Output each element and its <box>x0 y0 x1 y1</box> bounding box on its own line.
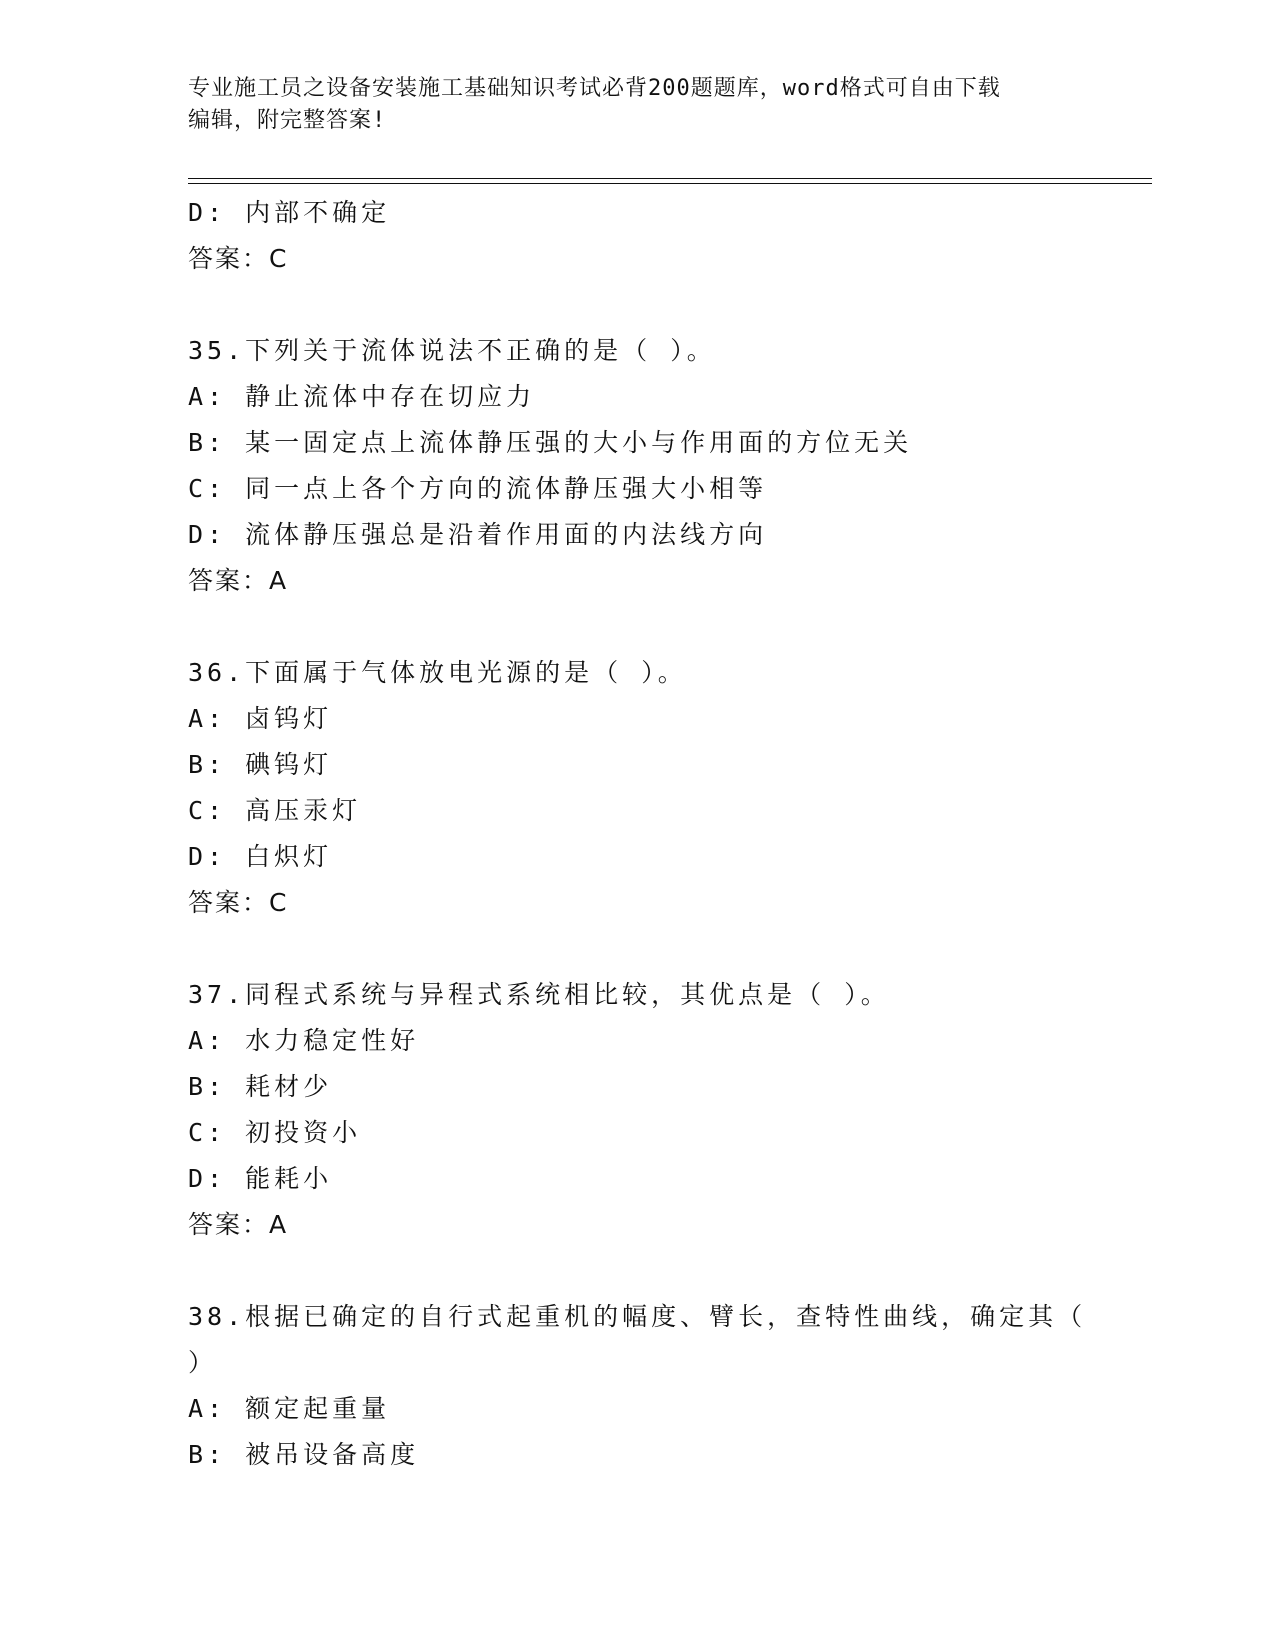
answer: 答案：A <box>188 566 289 595</box>
header-divider-top <box>188 178 1152 179</box>
previous-answer: 答案：C <box>188 244 289 273</box>
option-b: B: 某一固定点上流体静压强的大小与作用面的方位无关 <box>188 428 913 457</box>
question-stem: 35.下列关于流体说法不正确的是（ ）。 <box>188 336 716 365</box>
answer: 答案：A <box>188 1210 289 1239</box>
question-36 <box>188 650 1088 926</box>
question-37 <box>188 972 1088 1248</box>
option-d: D: 能耗小 <box>188 1164 333 1193</box>
spacer <box>188 282 1088 328</box>
option-b: B: 被吊设备高度 <box>188 1440 420 1469</box>
question-stem: 36.下面属于气体放电光源的是（ ）。 <box>188 658 687 687</box>
question-stem: 37.同程式系统与异程式系统相比较，其优点是（ ）。 <box>188 980 890 1009</box>
option-c: C: 高压汞灯 <box>188 796 362 825</box>
header-title-line-2: 编辑，附完整答案! <box>188 108 387 133</box>
option-d: D: 白炽灯 <box>188 842 333 871</box>
option-b: B: 耗材少 <box>188 1072 333 1101</box>
question-list <box>188 190 1088 1478</box>
question-38 <box>188 1294 1088 1478</box>
spacer <box>188 926 1088 972</box>
option-c: C: 同一点上各个方向的流体静压强大小相等 <box>188 474 768 503</box>
option-d: D: 流体静压强总是沿着作用面的内法线方向 <box>188 520 768 549</box>
option-b: B: 碘钨灯 <box>188 750 333 779</box>
option-a: A: 卤钨灯 <box>188 704 333 733</box>
header-divider-bottom <box>188 183 1152 184</box>
document-header <box>188 73 1088 137</box>
question-stem-line-1: 38.根据已确定的自行式起重机的幅度、臂长，查特性曲线，确定其（ <box>188 1302 1087 1331</box>
question-stem-line-2: ） <box>188 1348 218 1377</box>
answer: 答案：C <box>188 888 289 917</box>
question-35 <box>188 328 1088 604</box>
previous-option-d: D: 内部不确定 <box>188 198 391 227</box>
option-c: C: 初投资小 <box>188 1118 362 1147</box>
spacer <box>188 1248 1088 1294</box>
option-a: A: 水力稳定性好 <box>188 1026 420 1055</box>
option-a: A: 静止流体中存在切应力 <box>188 382 536 411</box>
spacer <box>188 604 1088 650</box>
header-title-line-1: 专业施工员之设备安装施工基础知识考试必背200题题库，word格式可自由下载 <box>188 76 1001 101</box>
option-a: A: 额定起重量 <box>188 1394 391 1423</box>
